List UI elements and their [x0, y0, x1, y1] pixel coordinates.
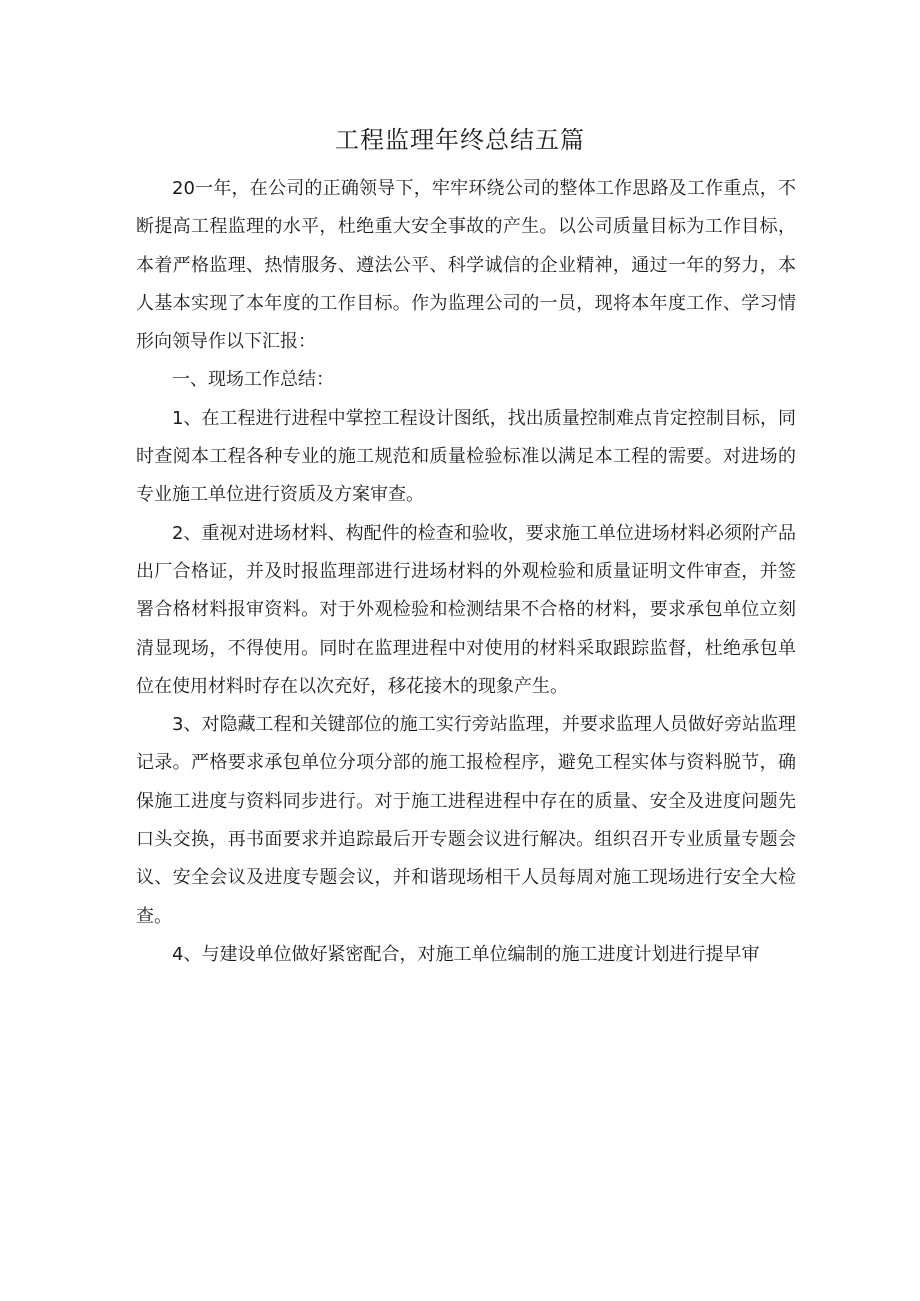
paragraph-item-3: 3、对隐藏工程和关键部位的施工实行旁站监理，并要求监理人员做好旁站监理记录。严格要求承包单位分项分部的施工报检程序，避免工程实体与资料脱节，确保施工进度与资料同步进行。对于施工进程进程中存在的质量、安全及进度问题先口头交换，再书面要求并追踪最后开专题会议进行解决。组织召开专业质量专题会议、安全会议及进度专题会议，并和谐现场相干人员每周对施工现场进行安全大检查。	[136, 714, 796, 927]
paragraph-intro: 20一年，在公司的正确领导下，牢牢环绕公司的整体工作思路及工作重点，不断提高工程监理的水平，杜绝重大安全事故的产生。以公司质量目标为工作目标，本着严格监理、热情服务、遵法公平、科学诚信的企业精神，通过一年的努力，本人基本实现了本年度的工作目标。作为监理公司的一员，现将本年度工作、学习情形向领导作以下汇报：	[136, 178, 796, 353]
paragraph-item-2: 2、重视对进场材料、构配件的检查和验收，要求施工单位进场材料必须附产品出厂合格证，并及时报监理部进行进场材料的外观检验和质量证明文件审查，并签署合格材料报审资料。对于外观检验和检测结果不合格的材料，要求承包单位立刻清显现场，不得使用。同时在监理进程中对使用的材料采取跟踪监督，杜绝承包单位在使用材料时存在以次充好，移花接木的现象产生。	[136, 522, 796, 697]
section-heading-site-work: 一、现场工作总结：	[172, 369, 334, 391]
document-body	[136, 170, 796, 974]
document-title: 工程监理年终总结五篇	[335, 126, 585, 154]
paragraph-item-1: 1、在工程进行进程中掌控工程设计图纸，找出质量控制难点肯定控制目标，同时查阅本工程各种专业的施工规范和质量检验标准以满足本工程的需要。对进场的专业施工单位进行资质及方案审查。	[136, 407, 796, 506]
paragraph-item-4: 4、与建设单位做好紧密配合，对施工单位编制的施工进度计划进行提早审	[172, 943, 760, 965]
